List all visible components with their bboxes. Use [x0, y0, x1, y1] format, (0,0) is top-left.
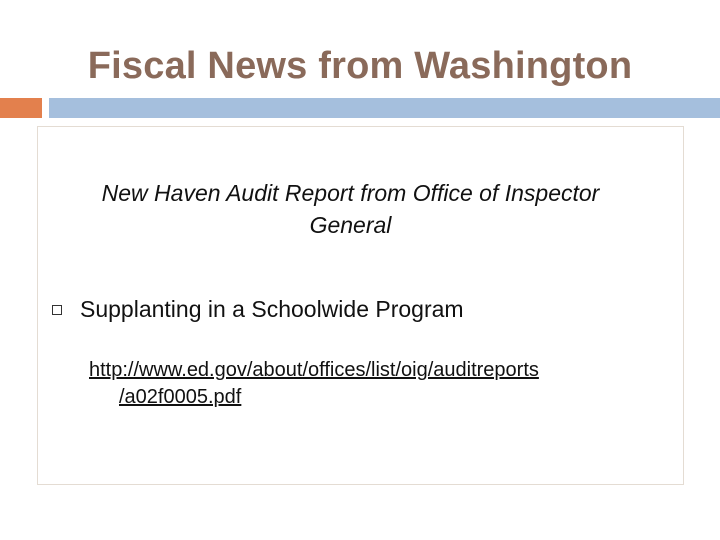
audit-report-link[interactable] [89, 357, 679, 411]
accent-bar-orange [0, 98, 42, 118]
audit-report-link-line2: /a02f0005.pdf [119, 386, 242, 408]
bullet-text: Supplanting in a Schoolwide Program [80, 296, 464, 322]
slide-subtitle: New Haven Audit Report from Office of Inspector General [101, 180, 600, 238]
content-box [37, 126, 684, 485]
audit-report-link-line1: http://www.ed.gov/about/offices/list/oig/auditreports [89, 359, 539, 381]
hollow-square-bullet-icon [52, 305, 62, 315]
slide-title: Fiscal News from Washington [87, 45, 633, 87]
bullet-item [52, 293, 464, 325]
accent-bar-blue [49, 98, 720, 118]
